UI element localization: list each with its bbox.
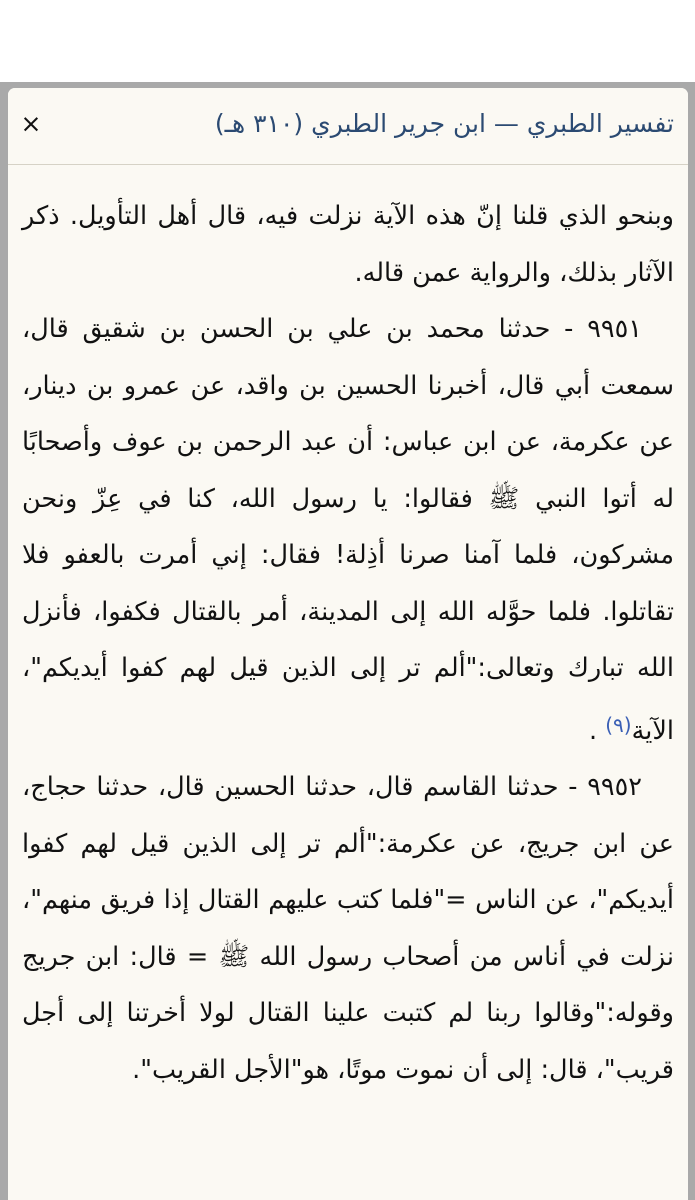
footnote-link[interactable]: (٩) — [605, 712, 632, 737]
hadith-9951-text: ٩٩٥١ - حدثنا محمد بن علي بن الحسن بن شقيق قال، سمعت أبي قال، أخبرنا الحسين بن واقد، عن عمرو بن دينار، عن عكرمة، عن ابن عباس: أن عبد الرحمن بن عوف وأصحابًا له أتوا النبي ﷺ فقالوا: يا رسول الله، كنا في عِزّ ونحن مشركون، فلما آمنا صرنا أذِلة! فقال: إني أمرت بالعفو فلا تقاتلوا. فلما حوَّله الله إلى المدينة، أمر بالقتال فكفوا، فأنزل الله تبارك وتعالى:"ألم تر إلى الذين قيل لهم كفوا أيديكم"، الآية — [22, 314, 674, 746]
dialog-header — [8, 88, 688, 165]
tafsir-dialog — [8, 88, 688, 1200]
intro-paragraph: وبنحو الذي قلنا إنّ هذه الآية نزلت فيه، قال أهل التأويل. ذكر الآثار بذلك، والرواية عمن قاله. — [22, 201, 674, 288]
modal-overlay — [0, 82, 695, 1200]
dialog-title: تفسير الطبري — ابن جرير الطبري (٣١٠ هـ) — [214, 109, 674, 138]
hadith-9951 — [22, 301, 674, 759]
hadith-9952: ٩٩٥٢ - حدثنا القاسم قال، حدثنا الحسين قال، حدثنا حجاج، عن ابن جريج، عن عكرمة:"ألم تر إلى الذين قيل لهم كفوا أيديكم"، عن الناس ="فلما كتب عليهم القتال إذا فريق منهم"، نزلت في أناس من أصحاب رسول الله ﷺ = قال: ابن جريج وقوله:"وقالوا ربنا لم كتبت علينا القتال لولا أخرتنا إلى أجل قريب"، قال: إلى أن نموت موتًا، هو"الأجل القريب". — [22, 772, 674, 1085]
hadith-9951-end: . — [589, 715, 606, 746]
status-area — [0, 0, 695, 82]
close-button[interactable]: × — [20, 109, 42, 138]
tafsir-text — [22, 188, 674, 1098]
